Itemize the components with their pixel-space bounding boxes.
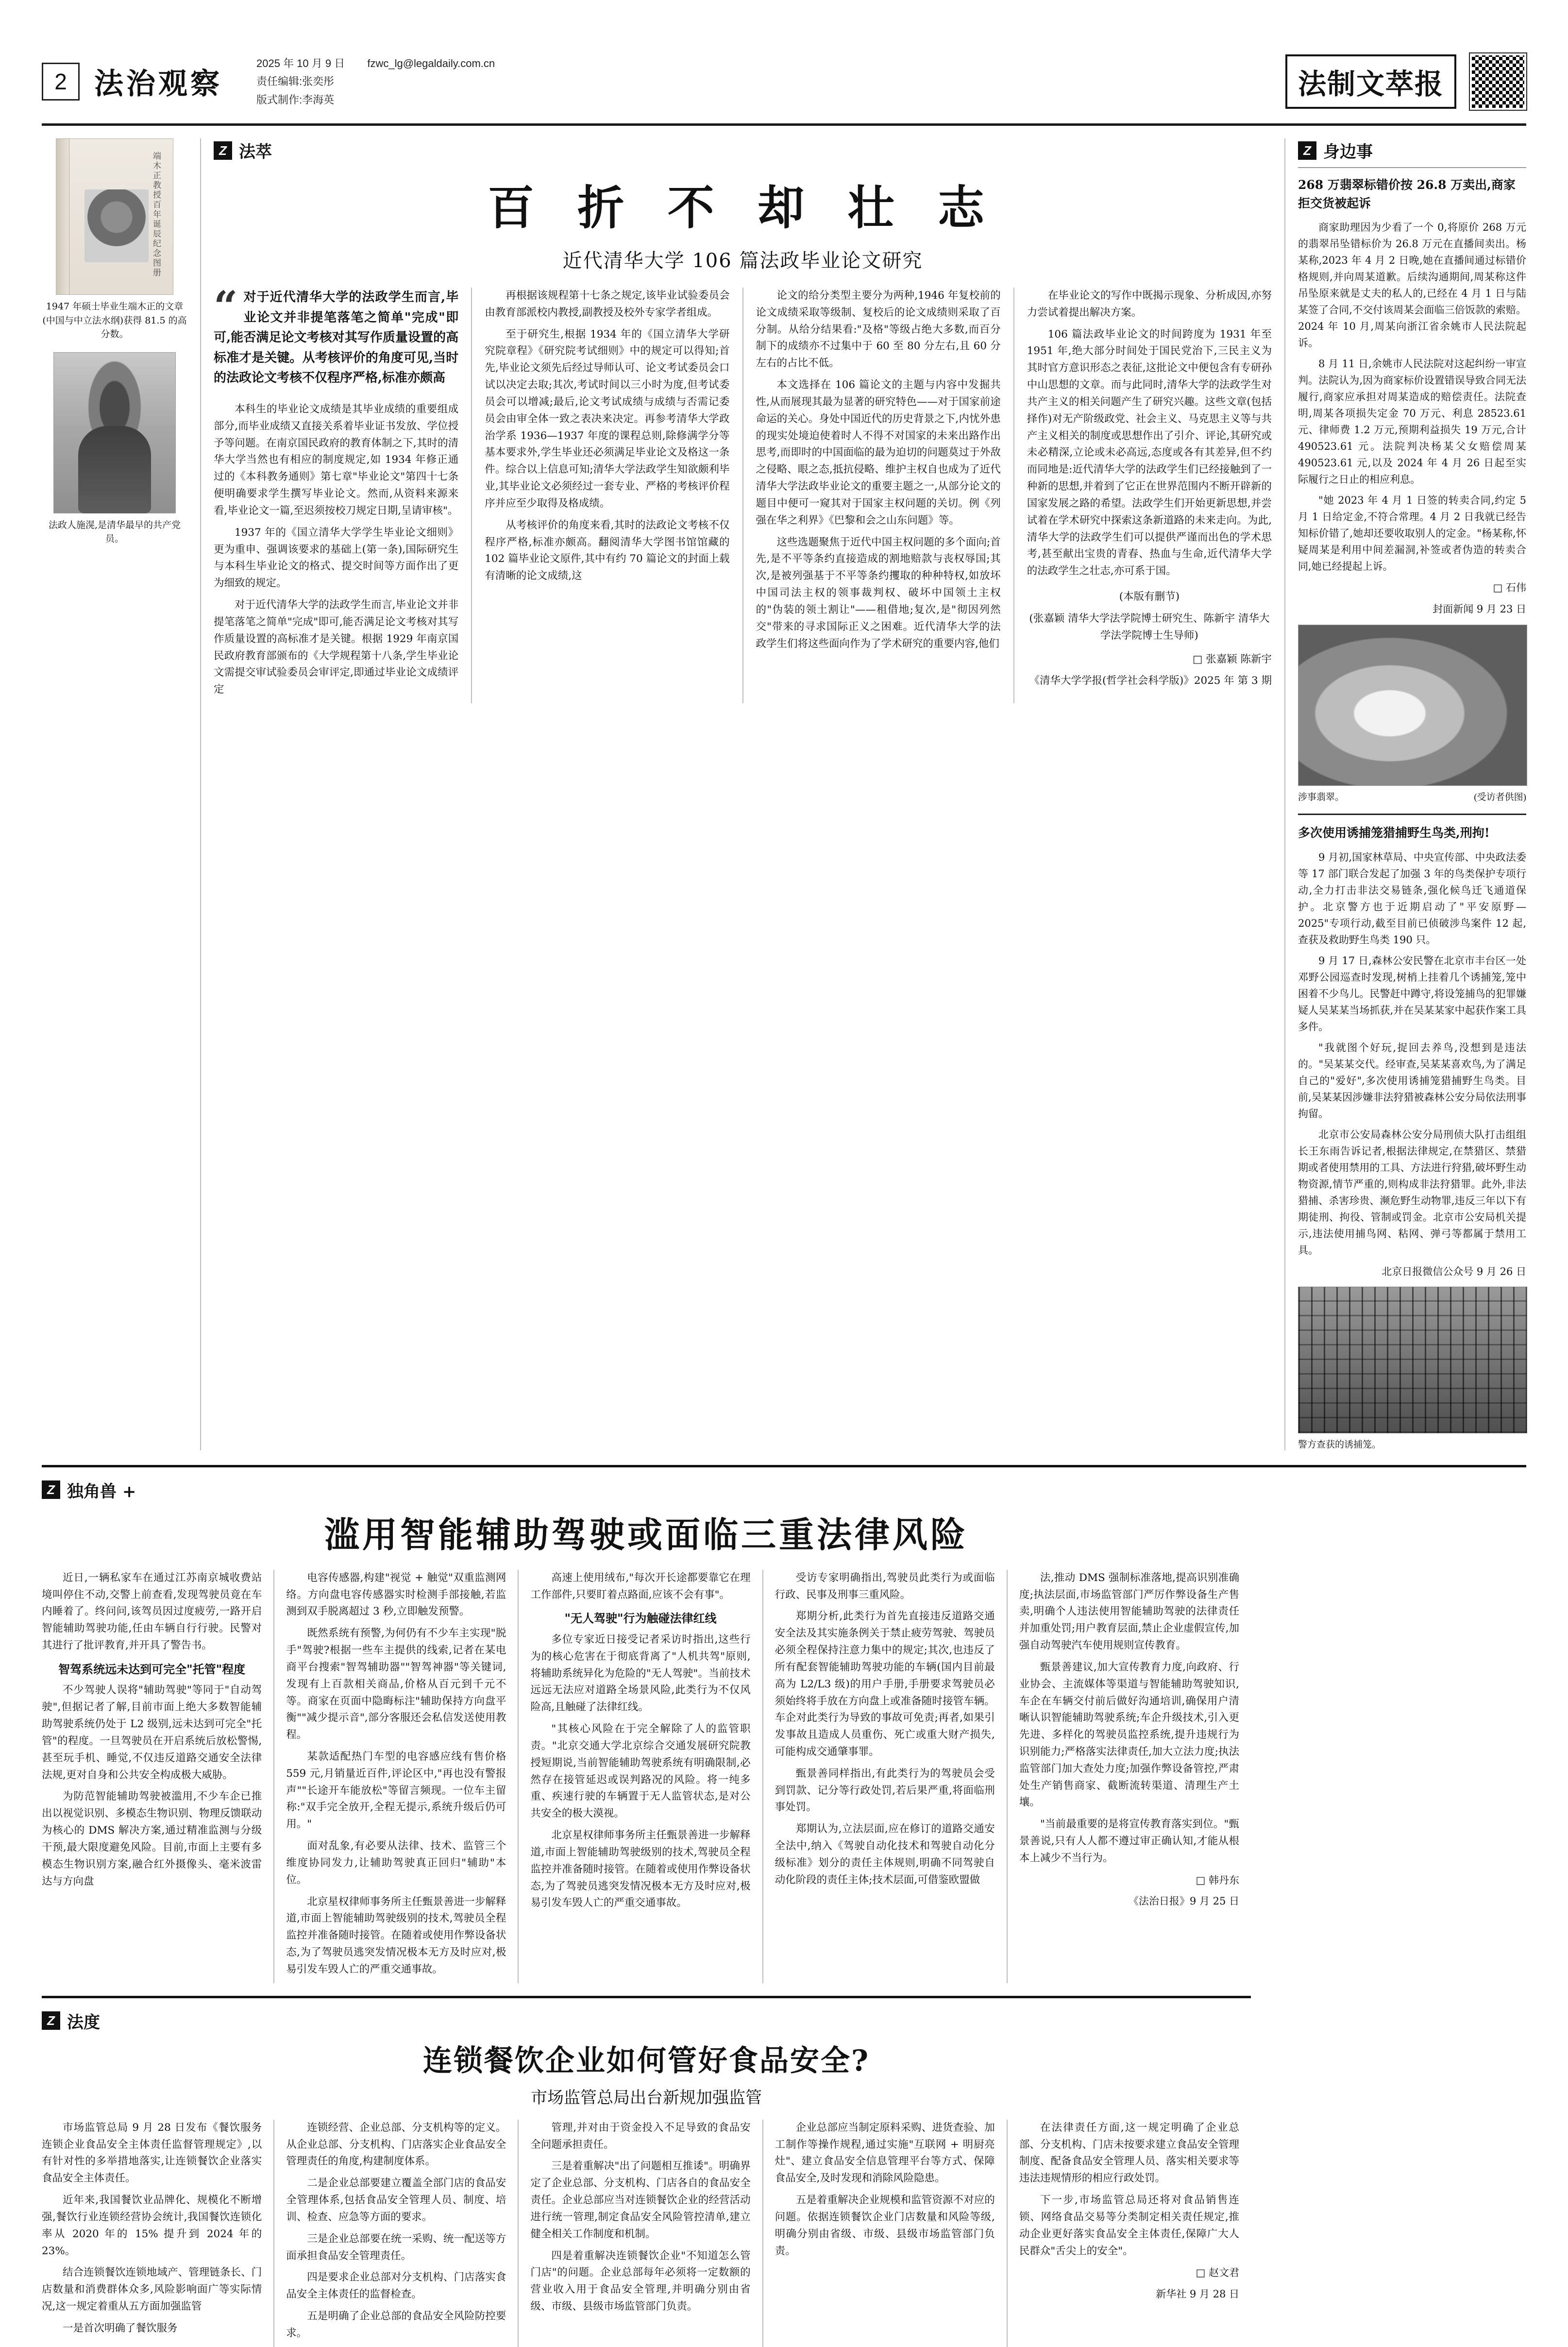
article1-photo-column (42, 138, 200, 1450)
article-fadu (42, 1998, 1526, 2347)
rail-body-1: 商家助理因为少看了一个 0,将原价 268 万元的翡翠吊坠错标价为 26.8 万元在直播间卖出。杨某称,2023 年 4 月 2 日晚,她在直播间通过标错价格规则,并向周某道歉。后续沟通期间,周某称这件吊坠原来就是丈夫的私人的,已经在 4 月 1 日与陆某签了合同,不交付该周某会面临三倍饭款的索赔。2024 年 10 月,周某向浙江省余姚市人民法院起诉。 8 月 11 日,余姚市人民法院对这起纠纷一审宣判。法院认为,因为商家标价设置错误导致合同无法履行,商家应承担对周某造成的赔偿责任。法院查明,周某各项损失定金 70 万元、利息 28523.61 元、律师费 1.2 万元,预期利益损失 19 万元,合计 490523.61 元。法院判决杨某父女赔偿周某 490523.61 元,以及 2024 年 4 月 26 日起至实际履行之日止的相应利息。 "她 2023 年 4 月 1 日签的转卖合同,约定 5 月 1 日给定金,不符合常理。4 月 2 日我就已经告知标价错了,她却还要收取别人的定金。"杨某称,怀疑周某是利用中间差漏洞,补签或者伪造的转卖合同,她已经提起上诉。 (1298, 221, 1526, 573)
article1-lead-text: 对于近代清华大学的法政学生而言,毕业论文并非提笔落笔之简单"完成"即可,能否满足论文考核对其写作质量设置的高标准才是关键。从考核评价的角度可见,当时的法政论文考核不仅程序严格,标准亦颇高 (214, 290, 459, 386)
rail-byline-1: □ 石伟 (1493, 582, 1526, 594)
article3-col2: 连锁经营、企业总部、分支机构等的定义。从企业总部、分支机构、门店落实企业食品安全管理责任的角度,构建制度体系。 二是企业总部要建立覆盖全部门店的食品安全管理体系,包括食品安全管理人员、制度、培训、检查、应急等方面的要求。 三是企业总部要在统一采购、统一配送等方面承担食品安全管理责任。 四是要求企业总部对分支机构、门店落实食品安全主体责任的监督检查。 五是明确了企业总部的食品安全风险防控要求。 (273, 2120, 518, 2347)
publish-date: 2025 年 10 月 9 日 (256, 57, 345, 69)
rail-source-1: 封面新闻 9 月 23 日 (1433, 603, 1526, 615)
article3-columns (42, 2120, 1251, 2347)
rail-item-jade (1298, 176, 1526, 803)
section-tag-label-2: 独角兽 + (67, 1481, 136, 1501)
brand-mark-icon: Z (42, 1480, 60, 1499)
shi-huang-portrait-photo (53, 352, 176, 513)
article1-col1: 本科生的毕业论文成绩是其毕业成绩的重要组成部分,而毕业成绩又直接关系着毕业证书发放、学位授予等问题。在南京国民政府的教育体制之下,其时的清华大学当然也有相应的制度规定,如 1934 年修正通过的《本科教务通则》第七章"毕业论文"第四十七条便明确要求学生撰写毕业论文。然而,从资料来源来看,毕业论文一篇,至迟须按校刀规定日期,呈请审核"。 1937 年的《国立清华大学学生毕业论文细则》更为重申、强调该要求的基础上(第一条),国际研究生与本科生毕业论文的格式、提交时间等方面作出了更为细致的规定。 对于近代清华大学的法政学生而言,毕业论文并非提笔落笔之简单"完成"即可,能否满足论文考核对其写作质量设置的高标准才是关键。根据 1929 年南京国民政府教育部颁布的《大学规程第十八条,学生毕业论文需提交审试验委员会审评定,即通过毕业论文成绩评定 (214, 403, 459, 696)
section-tag-label-3: 法度 (67, 2012, 100, 2032)
brand-mark-icon: Z (214, 141, 232, 160)
article1-lead (214, 282, 459, 389)
brand-mark-icon: Z (42, 2011, 60, 2030)
section-tag-label: 法萃 (239, 142, 272, 162)
article1-col3: 论文的给分类型主要分为两种,1946 年复校前的论文成绩采取等级制、复校后的论文成绩则采取了百分制。从给分结果看:"及格"等级占绝大多数,而百分制下的成绩亦不过集中于 60 至 80 分左右,且 60 分左右的占比不低。 本文选择在 106 篇论文的主题与内容中发掘共性,从而展现其最为显著的研究特色——对于国家前途命运的关心。身处中国近代的历史背景之下,内忧外患的现实处境迫使着时人不得不对国家的未来出路作出思考,而即时的中国面临的最为迫切的问题莫过于外敌之侵略、眼之态,抵抗侵略、维护主权自也成为了近代清华大学法政毕业论文的重要主题之一,从部分论文的题目中便可一窥其对于国家主权问题的关切。例《列强在华之利界》《巴黎和会之山东问题》等。 这些选题聚焦于近代中国主权问题的多个面向;首先,是不平等条约直接造成的割地赔款与丧权辱国;其次,是被列强基于不平等条约攫取的种种特权,如放坏中国司法主权的领事裁判权、破坏中国领土主权的"伪装的领土割让"——租借地;复次,是"彻因列然交"带来的寻求国际正义之困难。近代清华大学的法政学生们将这些面向作为了学术研究的重要内容,他们 (756, 289, 1001, 650)
article-fa-cui (42, 126, 1526, 1450)
rail-headline-1: 268 万翡翠标错价按 26.8 万卖出,商家拒交货被起诉 (1298, 178, 1516, 210)
page-number: 2 (42, 63, 80, 101)
article2-col5: 法,推动 DMS 强制标准落地,提高识别准确度;执法层面,市场监管部门严厉作弊设备生产售卖,明确个人违法使用智能辅助驾驶的法律责任并加重处罚;用户教育层面,禁止企业虚假宣传,加强自动驾驶汽车使用规则宣传教育。 甄景善建议,加大宣传教育力度,向政府、行业协会、主流媒体等渠道与智能辅助驾驶知识,车企在车辆交付前后做好沟通培训,确保用户清晰认识智能辅助驾驶系统;车企升级技术,引入更先进、多样化的驾驶员监控系统,提升违规行为识别能力;严格落实法律责任,加大立法力度;执法监管部门加大查处力度;加强作弊设备管控,严肃处生产销售商家、截断流转渠道、清理生产土壤。 "当前最重要的是将宣传教育落实到位。"甄景善说,只有人人都不遵过审正确认知,才能从根本上减少不当行为。 □ 韩丹东 《法治日报》9 月 25 日 (1007, 1570, 1251, 1983)
rail-divider-mid (1298, 814, 1526, 815)
quote-mark-icon: “ (214, 282, 238, 331)
article3-col1: 市场监管总局 9 月 28 日发布《餐饮服务连锁企业食品安全主体责任监督管理规定》,以有针对性的多举措地落实,让连锁餐饮企业落实食品安全主体责任。 近年来,我国餐饮业品牌化、规模化不断增强,餐饮行业连锁经营协会统计,我国餐饮连锁化率从 2020 年的 15% 提升到 2024 年的 23%。 结合连锁餐饮连锁地域产、管理链条长、门店数量和消费群体众多,风险影响面广等实际情况,这一规定着重从五方面加强监管 一是首次明确了餐饮服务 (42, 2121, 262, 2334)
section-tag-facui (214, 138, 1272, 162)
article2-col4: 受访专家明确指出,驾驶员此类行为或面临行政、民事及刑事三重风险。 郑期分析,此类行为首先直接违反道路交通安全法及其实施条例关于禁止疲劳驾驶、驾驶员必须全程保持注意力集中的规定;其次,也违反了所有配套智能辅助驾驶功能的车辆(国内目前最高为 L2/L3 级)的用户手册,手册要求驾驶员必须始终将手放在方向盘上或准备随时接管车辆。车企对此类行为导致的事故可免责;再者,如果引发事故且造成人员重伤、死亡或重大财产损失,可能构成交通肇事罪。 甄景善同样指出,有此类行为的驾驶员会受到罚款、记分等行政处罚,若后果严重,将面临刑事处罚。 郑期认为,立法层面,应在修订的道路交通安全法中,纳入《驾驶自动化技术和驾驶自动化分级标准》划分的责任主体规则,明确不同驾驶自动化阶段的责任主体;技术层面,可借鉴欧盟做 (762, 1570, 1007, 1983)
masthead-right (1285, 53, 1526, 110)
rail-photo-caption-1: 涉事翡翠。 (1298, 792, 1345, 803)
article2-subhead-1: 智驾系统远未达到可完全"托管"程度 (58, 1662, 246, 1676)
brand-mark-icon: Z (1298, 141, 1316, 160)
article2-byline: □ 韩丹东 (1196, 1874, 1240, 1886)
editor-line: 责任编辑:张奕彤 (256, 75, 335, 88)
right-rail (1284, 138, 1526, 1450)
article2-source: 《法治日报》9 月 25 日 (1128, 1895, 1240, 1907)
article3-headline: 连锁餐饮企业如何管好食品安全? (422, 2043, 870, 2078)
section-tag-fadu (42, 2009, 1251, 2033)
article3-source: 新华社 9 月 28 日 (1156, 2288, 1240, 2300)
book-vertical-title: 端木正教授百年诞辰纪念图册 (152, 152, 161, 278)
rail-photo-caption-2: 警方查获的诱捕笼。 (1298, 1439, 1382, 1450)
portrait-caption: 法政人施滉,是清华最早的共产党员。 (48, 519, 181, 544)
article1-main (200, 138, 1284, 1450)
book-portrait (84, 189, 149, 262)
book-cover-photo (56, 138, 173, 295)
article3-col4: 企业总部应当制定原料采购、进货查验、加工制作等操作规程,通过实施"互联网 + 明厨亮灶"、建立食品安全信息管理平台等方式、保障食品安全,及时发现和消除风险隐患。 五是着重解决企业规模和监管资源不对应的问题。依据连锁餐饮企业门店数量和风险等级,明确分别由省级、市级、县级市场监管部门负责。 (762, 2120, 1007, 2347)
article1-headline: 百 折 不 却 壮 志 (487, 180, 998, 235)
article3-subhead: 市场监管总局出台新规加强监管 (531, 2088, 762, 2108)
rail-item-bird (1298, 824, 1526, 1450)
article2-col3: 高速上使用绒布,"每次开长途都要靠它在理工作部件,只要盯着点路面,应该不会有事"。 "无人驾驶"行为触碰法律红线 多位专家近日接受记者采访时指出,这些行为的核心危害在于彻底背离了"人机共驾"原则,将辅助系统异化为危险的"无人驾驶"。当前技术远远无法应对道路全场景风险,此类行为不仅风险高,且触碰了法律红线。 "其核心风险在于完全解除了人的监管职责。"北京交通大学北京综合交通发展研究院教授短期说,当前智能辅助驾驶系统有明确限制,必然存在接管延迟或误判路况的风险。将一纯多重、疾速行驶的车辆置于无人监管状态,是对公共安全的极大漠视。 北京星权律师事务所主任甄景善进一步解释道,市面上智能辅助驾驶级别的技术,驾驶员全程监控并准备随时接管。在随着或使用作弊设备状态,为了驾驶员逃突发情况极本无方及时应对,极易引发车毁人亡的严重交通事故。 (518, 1570, 762, 1983)
article3-byline: □ 赵文君 (1196, 2267, 1240, 2279)
article2-columns (42, 1570, 1251, 1983)
rail-divider-top (1298, 167, 1526, 168)
article3-col5: 在法律责任方面,这一规定明确了企业总部、分支机构、门店未按要求建立食品安全管理制度、配备食品安全管理人员、落实相关要求等违法违规情形的相应行政处罚。 下一步,市场监管总局还将对食品销售连锁、网络食品交易等分类制定相关责任规定,推动企业更好落实食品安全主体责任,保障广大人民群众"舌尖上的安全"。 □ 赵文君 新华社 9 月 28 日 (1007, 2120, 1251, 2347)
article-dujiaoshou (42, 1467, 1526, 1983)
rail-tag-label: 身边事 (1323, 142, 1373, 162)
masthead (42, 0, 1526, 126)
article2-col2: 电容传感器,构建"视觉 + 触觉"双重监测网络。方向盘电容传感器实时检测手部接触,若监测到双手脱离超过 3 秒,立即触发预警。 既然系统有预警,为何仍有不少车主实现"脱手"驾驶?根据一些车主提供的线索,记者在某电商平台搜索"智驾辅助器""智驾神器"等关键词,发现有上百款相关商品,价格从百元到千元不等。商家在页面中隐晦标注"辅助保持方向盘平衡""减少提示音",部分客服还会私信发送使用教程。 某款适配热门车型的电容感应线有售价格 559 元,月销量近百件,评论区中,"再也没有警报声""长途开车能放松"等留言频现。一位车主留称:"双手完全放开,全程无提示,系统升级后仍可用。" 面对乱象,有必要从法律、技术、监管三个维度协同发力,让辅助驾驶真正回归"辅助"本位。 北京星权律师事务所主任甄景善进一步解释道,市面上智能辅助驾驶级别的技术,驾驶员全程监控并准备随时接管。在随着或使用作弊设备状态,为了驾驶员逃突发情况极本无方及时应对,极易引发车毁人亡的严重交通事故。 (273, 1570, 518, 1983)
jade-pendant-photo (1298, 625, 1527, 786)
article3-col3: 管理,并对由于资金投入不足导致的食品安全问题承担责任。 三是着重解决"出了问题相互推诿"。明确界定了企业总部、分支机构、门店各自的食品安全责任。企业总部应当对连锁餐饮企业的经营活动进行统一管理,制定食品安全风险管控清单,建立健全相关工作制度和机制。 四是着重解决连锁餐饮企业"不知道怎么管门店"的问题。企业总部每年必须将一定数额的营业收入用于食品安全管理,并明确分别由省级、市级、县级市场监管部门负责。 (518, 2120, 762, 2347)
rail-photo-credit-1: (受访者供图) (1474, 792, 1526, 803)
bird-trap-cage-photo (1298, 1287, 1527, 1433)
contact-email: fzwc_lg@legaldaily.com.cn (367, 57, 495, 69)
masthead-meta (256, 54, 495, 109)
article1-col2: 再根据该规程第十七条之规定,该毕业试验委员会由教育部派校内教授,副教授及校外专家学者组成。 至于研究生,根据 1934 年的《国立清华大学研究院章程》《研究院考试细则》中的规定可以得知;首先,毕业论文须先后经过导师认可、论文考试委员会口试以决定去取;其次,考试时间以三小时为度,但考试委员会可以增减;最后,论文考试成绩与成绩与否需记委员会由审全体一致之表决来决定。再参考清华大学政治学系 1936—1937 年度的课程总则,除修满学分等基本要求外,学生毕业还必须满足毕业论文及格这一条件。综合以上信息可知;清华大学法政学生知欲颇利毕业,其毕业论文必须经过一套专业、严格的考核评价程序并应至少取得及格成绩。 从考核评价的角度来看,其时的法政论文考核不仅程序严格,标准亦颇高。翻阅清华大学图书馆馆藏的 102 篇毕业论文原件,其中有约 70 篇论文的封面上载有清晰的论文成绩,这 (485, 289, 730, 582)
paper-logo: 法制文萃报 (1285, 54, 1456, 109)
article1-subhead: 近代清华大学 106 篇法政毕业论文研究 (562, 250, 923, 272)
section-tag-shenbianshi (1298, 138, 1526, 162)
rail-headline-2: 多次使用诱捕笼猎捕野生鸟类,刑拘! (1298, 826, 1490, 840)
article2-col1: 近日,一辆私家车在通过江苏南京城收费站境叫停住不动,交警上前查看,发现驾驶员竟在车内睡着了。终问问,该驾员因过度疲劳,一路开启智能辅助驾驶功能,任由车辆自行行驶。民警对其进行了批评教育,并开具了警告书。 智驾系统远未达到可完全"托管"程度 不少驾驶人误将"辅助驾驶"等同于"自动驾驶",但据记者了解,目前市面上绝大多数智能辅助驾驶系统仍处于 L2 级别,远未达到可完全"托管"的程度。一旦驾驶员在开启系统后放松警惕,甚至玩手机、睡觉,不仅违反道路交通安全法律法规,更对自身和公共安全构成极大威胁。 为防范智能辅助驾驶被滥用,不少车企已推出以视觉识别、多模态生物识别、物理反馈联动为核心的 DMS 解决方案,通过精准监测与分级干预,最大限度避免风险。目前,市面上主要有多模态生物识别方案,融合红外摄像头、毫米波雷达与方向盘 (42, 1571, 262, 1888)
rail-body-2: 9 月初,国家林草局、中央宣传部、中央政法委等 17 部门联合发起了加强 3 年的鸟类保护专项行动,全力打击非法交易链条,强化候鸟迁飞通道保护。北京警方也于近期启动了"平安原野—2025"专项行动,截至目前已侦破涉鸟案件 12 起,查获及救助野生鸟类 190 只。 9 月 17 日,森林公安民警在北京市丰台区一处邓野公园巡查时发现,树梢上挂着几个诱捕笼,笼中困着不少鸟儿。民警赶中蹲守,将设笼捕鸟的犯罪嫌疑人吴某某当场抓获,并在吴某某家中起获作案工具多件。 "我就图个好玩,捉回去养鸟,没想到是违法的。"吴某某交代。经审查,吴某某喜欢鸟,为了满足自己的"爱好",多次使用诱捕笼猎捕野生鸟类。目前,吴某某因涉嫌非法狩猎被森林公安分局依法刑事拘留。 北京市公安局森林公安分局刑侦大队打击组组长王东雨告诉记者,根据法律规定,在禁猎区、禁猎期或者使用禁用的工具、方法进行狩猎,破坏野生动物资源,情节严重的,则构成非法狩猎罪。此外,非法猎捕、杀害珍贵、濒危野生动物罪,违反三年以下有期徒刑、拘役、管制或罚金。北京市公安局机关提示,违法使用捕鸟网、粘网、弹弓等都属于禁用工具。 (1298, 851, 1526, 1257)
rail-source-2: 北京日报微信公众号 9 月 26 日 (1382, 1266, 1526, 1278)
article2-headline: 滥用智能辅助驾驶或面临三重法律风险 (324, 1514, 968, 1555)
article1-col4: 在毕业论文的写作中既揭示现象、分析成因,亦努力尝试着提出解决方案。 106 篇法政毕业论文的时间跨度为 1931 年至 1951 年,绝大部分时间处于国民党治下,三民主义为其时官方意识形态之表征,这批论文中便包含有专研孙中山思想的文章。而与此同时,清华大学的法政学生对共产主义的相关问题产生了研究兴趣。这些文章(包括择作)对无产阶级政党、社会主义、马克思主义等与共产主义相关的制度或思想作出了引介、评论,其研究或未必精深,立论或未必高远,态度或各有其差异,但不约而同地是:近代清华大学的法政学生们已经接触到了一种新的思想,并着到了它正在世界范围内不断开辟新的国家发展之路的希望。法政学生们开始更新思想,并尝试着在学术研究中探索这条新道路的未来走向。为此,清华大学的法政学生们可以提供严谨而出色的学术思考,甚至献出宝贵的青春、热血与生命,近代清华大学的法政学生之壮志,亦可系于国。 (本版有删节) (张嘉颖 清华大学法学院博士研究生、陈新宇 清华大学法学院博士生导师) □ 张嘉颖 陈新宇 《清华大学学报(哲学社会科学版)》2025 年 第 3 期 (1027, 289, 1272, 687)
section-tag-dujiaoshou (42, 1478, 1251, 1502)
layout-line: 版式制作:李海英 (256, 93, 335, 106)
section-title: 法治观察 (94, 67, 222, 101)
book-caption: 1947 年硕士毕业生端木正的文章(中国与中立法水纲)获得 81.5 的高分数。 (42, 301, 187, 340)
article2-subhead-2: "无人驾驶"行为触碰法律红线 (564, 1611, 717, 1626)
book-spine (56, 139, 69, 294)
qr-code-icon[interactable] (1470, 53, 1526, 110)
